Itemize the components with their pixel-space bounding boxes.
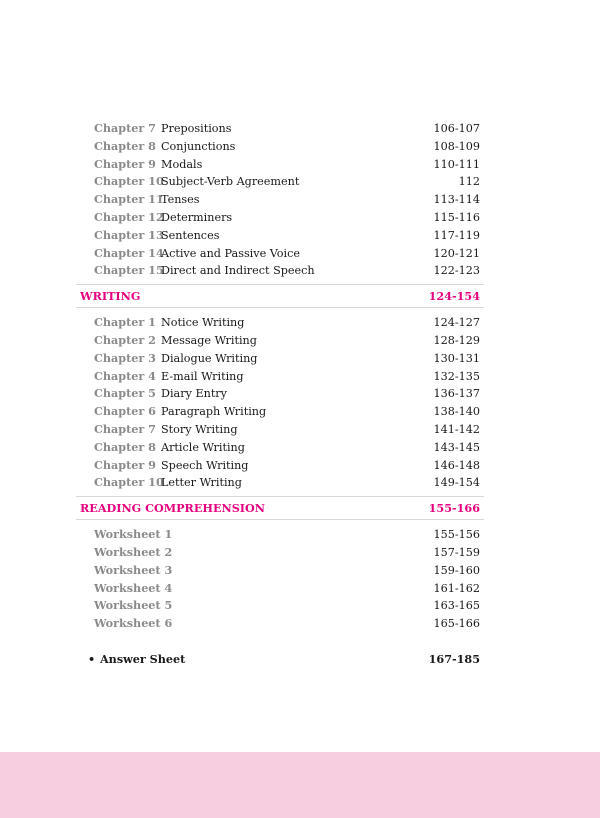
entry-title: Tenses	[161, 193, 200, 207]
entry-label: Chapter 9	[94, 156, 156, 171]
entry-label: Chapter 11	[94, 192, 164, 207]
reading-worksheet-list	[76, 526, 484, 633]
entry-label: Chapter 7	[94, 421, 156, 436]
grammar-chapter-list	[76, 120, 484, 280]
entry-pages: 141-142	[433, 422, 480, 436]
entry-pages: 124-127	[433, 316, 480, 330]
entry-label: Worksheet 1	[94, 527, 173, 542]
entry-label: Chapter 12	[94, 209, 164, 224]
entry-pages: 110-111	[433, 157, 480, 171]
answer-sheet-entry[interactable]	[76, 650, 484, 668]
entry-pages: 163-165	[433, 599, 480, 613]
toc-entry[interactable]	[76, 314, 484, 332]
entry-pages: 130-131	[433, 351, 480, 365]
entry-pages: 136-137	[433, 387, 480, 401]
entry-pages: 128-129	[433, 333, 480, 347]
entry-label: Worksheet 3	[94, 562, 173, 577]
footer-band	[0, 752, 600, 818]
spacer	[76, 633, 484, 650]
toc-entry[interactable]	[76, 332, 484, 350]
entry-title: E-mail Writing	[161, 369, 244, 383]
entry-pages: 161-162	[433, 581, 480, 595]
entry-pages: 143-145	[433, 440, 480, 454]
entry-pages: 117-119	[433, 228, 480, 242]
answer-sheet-title: Answer Sheet	[100, 651, 186, 666]
toc-entry[interactable]	[76, 173, 484, 191]
entry-title: Direct and Indirect Speech	[161, 264, 315, 278]
entry-label: Chapter 1	[94, 315, 156, 330]
toc-entry[interactable]	[76, 368, 484, 386]
toc-entry[interactable]	[76, 245, 484, 263]
entry-pages: 149-154	[433, 476, 480, 490]
writing-chapter-list	[76, 314, 484, 492]
entry-title: Story Writing	[161, 422, 238, 436]
entry-label: Chapter 8	[94, 439, 156, 454]
entry-label: Chapter 7	[94, 121, 156, 135]
toc-entry[interactable]	[76, 191, 484, 209]
section-pages: 155-166	[428, 501, 480, 516]
entry-pages: 155-156	[433, 528, 480, 542]
toc-entry[interactable]	[76, 156, 484, 174]
section-header-writing[interactable]	[76, 284, 484, 308]
entry-pages: 132-135	[433, 369, 480, 383]
entry-label: Worksheet 4	[94, 580, 173, 595]
toc-entry[interactable]	[76, 350, 484, 368]
entry-title: Active and Passive Voice	[161, 246, 301, 260]
entry-pages: 159-160	[433, 563, 480, 577]
section-pages: 124-154	[428, 289, 480, 304]
toc-entry[interactable]	[76, 385, 484, 403]
entry-pages: 113-114	[433, 193, 480, 207]
section-header-reading-comprehension[interactable]	[76, 496, 484, 520]
toc-entry[interactable]	[76, 421, 484, 439]
toc-entry[interactable]	[76, 439, 484, 457]
entry-pages: 120-121	[433, 246, 480, 260]
entry-title: Article Writing	[161, 440, 245, 454]
entry-title: Modals	[161, 157, 203, 171]
entry-label: Chapter 6	[94, 404, 156, 419]
entry-label: Worksheet 6	[94, 616, 173, 631]
entry-label: Chapter 10	[94, 475, 164, 490]
entry-title: Message Writing	[161, 333, 257, 347]
toc-entry[interactable]	[76, 474, 484, 492]
entry-pages: 146-148	[433, 458, 480, 472]
table-of-contents	[76, 120, 484, 668]
entry-pages: 112	[458, 175, 480, 189]
entry-title: Conjunctions	[161, 139, 236, 153]
entry-title: Sentences	[161, 228, 220, 242]
answer-sheet-pages: 167-185	[428, 651, 480, 666]
entry-label: Worksheet 2	[94, 544, 173, 559]
entry-pages: 138-140	[433, 405, 480, 419]
entry-pages: 115-116	[433, 210, 480, 224]
entry-label: Chapter 4	[94, 368, 156, 383]
entry-title: Prepositions	[161, 122, 232, 135]
toc-entry[interactable]	[76, 544, 484, 562]
entry-label: Chapter 14	[94, 245, 164, 260]
entry-label: Chapter 13	[94, 227, 164, 242]
toc-entry[interactable]	[76, 262, 484, 280]
entry-label: Chapter 3	[94, 350, 156, 365]
entry-title: Dialogue Writing	[161, 351, 258, 365]
entry-title: Speech Writing	[161, 458, 249, 472]
entry-title: Subject-Verb Agreement	[161, 175, 300, 189]
entry-pages: 122-123	[433, 264, 480, 278]
toc-entry[interactable]	[76, 526, 484, 544]
toc-entry[interactable]	[76, 227, 484, 245]
entry-label: Chapter 10	[94, 174, 164, 189]
entry-label: Chapter 15	[94, 263, 164, 278]
entry-title: Notice Writing	[161, 316, 245, 330]
toc-entry[interactable]	[76, 120, 484, 138]
toc-entry[interactable]	[76, 597, 484, 615]
entry-label: Chapter 2	[94, 332, 156, 347]
toc-entry[interactable]	[76, 403, 484, 421]
toc-entry[interactable]	[76, 457, 484, 475]
toc-entry[interactable]	[76, 615, 484, 633]
entry-pages: 157-159	[433, 545, 480, 559]
toc-entry[interactable]	[76, 562, 484, 580]
section-title: READING COMPREHENSION	[80, 501, 265, 516]
entry-title: Diary Entry	[161, 387, 227, 401]
entry-label: Worksheet 5	[94, 598, 173, 613]
entry-pages: 106-107	[433, 122, 480, 135]
entry-title: Determiners	[161, 210, 233, 224]
entry-label: Chapter 9	[94, 457, 156, 472]
entry-label: Chapter 5	[94, 386, 156, 401]
section-title: WRITING	[80, 289, 141, 304]
bullet-icon: •	[88, 651, 96, 666]
entry-title: Paragraph Writing	[161, 405, 267, 419]
toc-entry[interactable]	[76, 580, 484, 598]
toc-entry[interactable]	[76, 209, 484, 227]
entry-title: Letter Writing	[161, 476, 242, 490]
entry-label: Chapter 8	[94, 138, 156, 153]
entry-pages: 165-166	[433, 617, 480, 631]
toc-entry[interactable]	[76, 138, 484, 156]
entry-pages: 108-109	[433, 139, 480, 153]
